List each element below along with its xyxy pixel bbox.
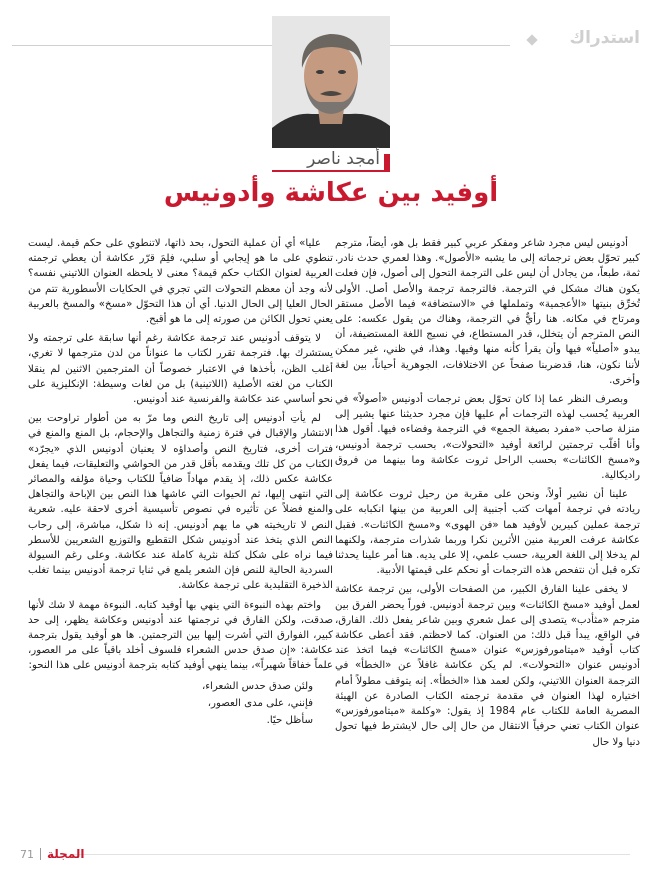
paragraph: لم يأتِ أدونيس إلى تاريخ النص وما مرّ به من أطوار تراوحت بين الانتشار والإقبال في فترة زمنية والتجاهل والإحجام، بل المنع والمنع في فترات أخرى، فتاريخ النص وأصداؤه لا يعنيان أدونيس الذي «يجرّد» الكتاب من كل تلك ويقدمه بأقل قدر من الحواشي والتعليقات، فيما يفعل عكاشة عكس ذلك، إذ يقدم مهاداً ضافياً للكتاب وحياة مؤلفه والمصائر التي انتهى إليها، ثم الحيوات التي عاشها هذا النص بين الإباحة والتجاهل والمنع فضلاً عن تأثيره في نصوص تأسيسية أخرى لاحقة عليه. شعرية النص لا تاريخيته هي ما يهم أدونيس. إنه ذا شكل، مباشرة، إلى رحاب النص الذي يتخذ عند أدونيس شكل التقطيع والتوزيع الشعريين للأسطر فيما نراه على شكل كتلة نثرية كاملة عند عكاشة. وعلى رغم السيولة السردية الحالية للنص فإن الشعر يلمع في ثنايا ترجمة أدونيس بينما تغلب الذخيرة التقليدية على ترجمة عكاشة. (28, 413, 333, 592)
header-rule (12, 45, 510, 46)
verse-line: سأظل حيًا. (266, 714, 313, 726)
verse-line: ولئن صدق حدس الشعراء، (201, 680, 313, 692)
footer-separator (40, 848, 41, 860)
author-photo (272, 16, 390, 148)
footer-rule (70, 854, 630, 855)
author-byline (272, 148, 390, 172)
paragraph: عليا» أي أن عملية التحول، بحد ذاتها، لاتنطوي على حكم قيمة. ليست تنطوي على ما هو إيجابي أو سلبي، فلِمَ قرّر عكاشة أن يعطي ترجمته العربية لعنوان الكتاب حكم قيمة؟ معنى لا يلحظه العنوان اللاتيني نفسه؟ لأنه وجد أن معظم التحولات التي تجري في الحكايات الأسطورية تتم من الحال العليا إلى الحال الدنيا. أي أن هذا التحوّل «مسخ» والمسخ بالعربية يعني تحول الكائن من صورته إلى ما هو أقبح. (28, 238, 333, 326)
page-footer (20, 847, 85, 861)
paragraph: علينا أن نشير أولاً، ونحن على مقربة من رحيل ثروت عكاشة إلى ريادته في ترجمة أمهات كتب أجنبية إلى العربية من بينها انكبابه على ترجمة عملين كبيرين لأوفيد هما «فن الهوى» و«مسخ الكائنات». فقبل عكاشة عرفت العربية منين الأثرين نكرا وربما شذرات مترجمة، ولكنهما لم يدخلا إلى اللغة العربية، حسب علمي، إلا على يديه. هنا أمر علينا يحدثنا تكره قبل أن نتفحص هذه الترجمات أو نحكم على قيمتها الأدبية. (335, 489, 640, 577)
paragraph: واختم بهذه النبوءة التي ينهي بها أوفيد كتابه. النبوءة مهمة لا شك لأنها صدقت، ولكن الفارق في ترجمتها عند أدونيس وعكاشة يظهر، إلى حد كبير، الفوارق التي أشرت إليها بين الترجمتين. ها هو أوفيد يقول بترجمة عكاشة: «إن صدق حدس الشعراء فلسوف أخلد باقياً على مر العصور، علماً خفاقاً شهيراً»، بينما ينهي أوفيد كتابه بترجمة أدونيس على هذا النحو: (28, 599, 333, 672)
author-name: أمجد ناصر (307, 149, 380, 169)
author-portrait-icon (272, 16, 390, 148)
page-number: 71 (20, 847, 34, 861)
closing-verse (28, 678, 313, 729)
magazine-name: المجلة (47, 847, 85, 861)
paragraph: لا يتوقف أدونيس عند ترجمة عكاشة رغم أنها سابقة على ترجمته ولا يستشرك بها. فترجمة تقرر لكتاب ما عنواناً من لدن مترجمها لا تغري، أغلب الظن، بأخذها في الاعتبار خصوصاً أن المترجمين الاثنين لم ينقلا الكتاب من لغته الأصلية (اللاتينية) بل من لغات وسيطة: الإنكليزية على نحو أساسي عند عكاشة والفرنسية عند أدونيس. (28, 333, 333, 406)
author-accent-mark (384, 154, 390, 170)
section-mark-icon (526, 34, 537, 45)
paragraph: أدونيس ليس مجرد شاعر ومفكر عربي كبير فقط بل هو، أيضاً، مترجم كبير تحوّل بعض ترجماته إلى ما يشبه «الأصول». وهذا لعمري حدث نادر. ثمة، طبعاً، من يجادل أن ليس على الترجمة التحول إلى أصول، فإن فعلت يكون هناك مشكل في الترجمة. فالترجمة ترجمة والأصل أصل. الأولى تُخرِّق بنيتها «الأعجمية» وتململها في «الاستضافة» فيما الأصل مستقر ومرتاح في مكانه. هنا رأيٌّ في الترجمة، وهناك من يقول عكسه: على النص المترجم أن يتخلل، قدر المستطاع، في نسيج اللغة المستضيفة، أن يبدو «أصلياً» فيها وأن يقرأ كأنه منها وفيها. وهذا، في ظني، غير ممكن لأننا نكون، هنا، قدضربنا صفحاً عن الاختلافات، الجوهرية أحياناً، بين لغة وأخرى. (335, 238, 640, 386)
article-title: أوفيد بين عكاشة وأدونيس (163, 178, 499, 208)
section-label: استدراك (569, 28, 640, 48)
paragraph: وبصرف النظر عما إذا كان تحوّل بعض ترجمات أدونيس «أصولاً» في العربية يُحسب لهذه الترجمات أم عليها فإن مجرد حديثنا عنها يشير إلى منزلة صاحب «مفرد بصيغة الجمع» في الترجمة وفضاءه فيها. أقول هذا وأنا أقلّب ترجمتين لرائعة أوفيد «التحولات»، بحسب ترجمة أدونيس، و«مسخ الكائنات» بحسب الراحل ثروت عكاشة وما بينهما من فروق راديكالية. (335, 394, 640, 482)
verse-line: فإنني، على مدى العصور، (207, 697, 313, 709)
article-column-left (28, 236, 333, 836)
article-column-right (335, 236, 640, 876)
paragraph: لا يخفى علينا الفارق الكبير، من الصفحات الأولى، بين ترجمة عكاشة لعمل أوفيد «مسخ الكائنات» وبين ترجمة أدونيس. فوراً يحضر الفرق بين مترجم «مثأدب» يتصدى إلى عمل شعري وبين شاعر يفعل ذلك. الفارق، في الواقع، يبدأ قبل ذلك: من العنوان. كما لاحظتم. فقد أعطى عكاشة كتاب أوفيد «ميتامورفوزس» عنوان «مسخ الكائنات» فيما اتخذ عند أدونيس عنوان «التحولات». لم يكن عكاشة غافلاً عن «الخطأ» في الترجمة العنوان اللاتيني، ولكن لعمد هذا «الخطأ». إنه يتوقف مطولاً أمام اختياره لهذا العنوان في مقدمة ترجمته الكتاب الصادرة عن الهيئة المصرية العامة للكتاب عام 1984 إذ يقول: «وكلمة «ميتامورفوزس» عنوان الكتاب تعني حرفياً الانتقال من حال إلى حال لايشترط فيها تحول دنيا ولا حال (335, 584, 640, 748)
